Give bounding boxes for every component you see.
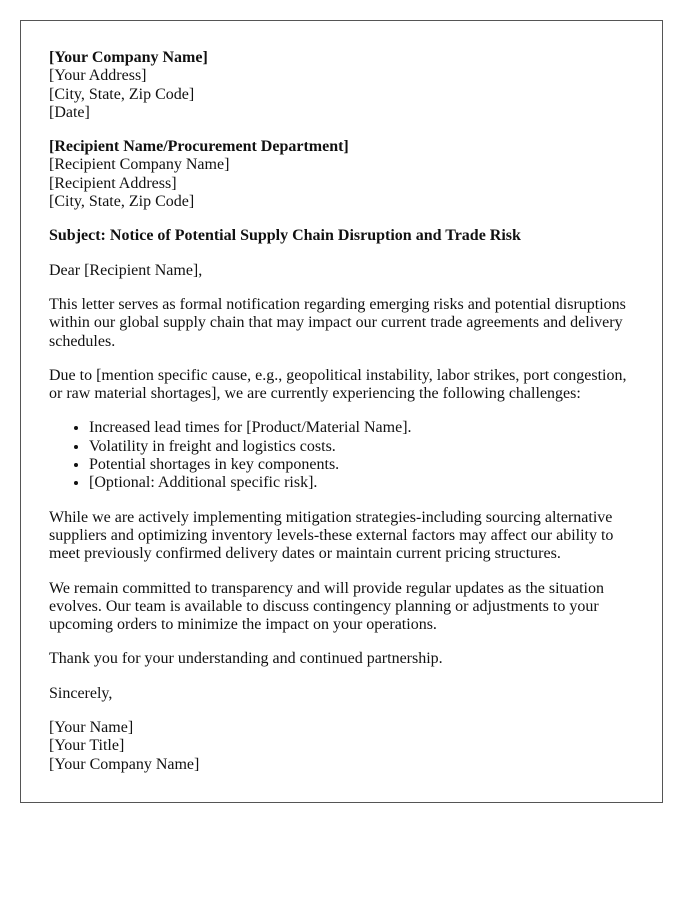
recipient-city: [City, State, Zip Code] [49, 193, 195, 211]
closing: Sincerely, [49, 684, 113, 702]
recipient-name: [Recipient Name/Procurement Department] [49, 138, 349, 156]
sender-city: [City, State, Zip Code] [49, 85, 195, 103]
list-item: • Increased lead times for [Product/Material Name]. [89, 419, 634, 437]
letter [20, 20, 663, 803]
body-paragraph: While we are actively implementing mitigation strategies-including sourcing alternative suppliers and optimizing inventory levels-these external factors may affect our ability to meet previously confirmed delivery dates or maintain current pricing structures. [49, 508, 614, 563]
sender-address: [Your Address] [49, 67, 147, 85]
recipient-company: [Recipient Company Name] [49, 156, 230, 174]
sender-block [49, 49, 634, 122]
signature-company: [Your Company Name] [49, 755, 200, 773]
salutation: Dear [Recipient Name], [49, 261, 203, 279]
challenges-list [49, 419, 634, 492]
recipient-block [49, 138, 634, 211]
sender-company: [Your Company Name] [49, 49, 208, 66]
signature-name: [Your Name] [49, 719, 134, 737]
body-paragraph: This letter serves as formal notification regarding emerging risks and potential disruptions within our global supply chain that may impact our current trade agreements and delivery schedules. [49, 295, 626, 350]
list-item: • [Optional: Additional specific risk]. [89, 474, 634, 492]
signature-block [49, 719, 634, 774]
signature-title: [Your Title] [49, 737, 125, 755]
recipient-address: [Recipient Address] [49, 174, 177, 192]
list-item: • Potential shortages in key components. [89, 456, 634, 474]
list-item: • Volatility in freight and logistics costs. [89, 438, 634, 456]
subject-line: Subject: Notice of Potential Supply Chain Disruption and Trade Risk [49, 227, 521, 245]
body-paragraph: Thank you for your understanding and continued partnership. [49, 650, 443, 668]
body-paragraph: Due to [mention specific cause, e.g., geopolitical instability, labor strikes, port congestion, or raw material shortages], we are currently experiencing the following challenges: [49, 366, 627, 403]
letter-date: [Date] [49, 103, 90, 121]
body-paragraph: We remain committed to transparency and will provide regular updates as the situation evolves. Our team is available to discuss contingency planning or adjustments to your upcoming orders to minimize the impact on your operations. [49, 579, 604, 634]
